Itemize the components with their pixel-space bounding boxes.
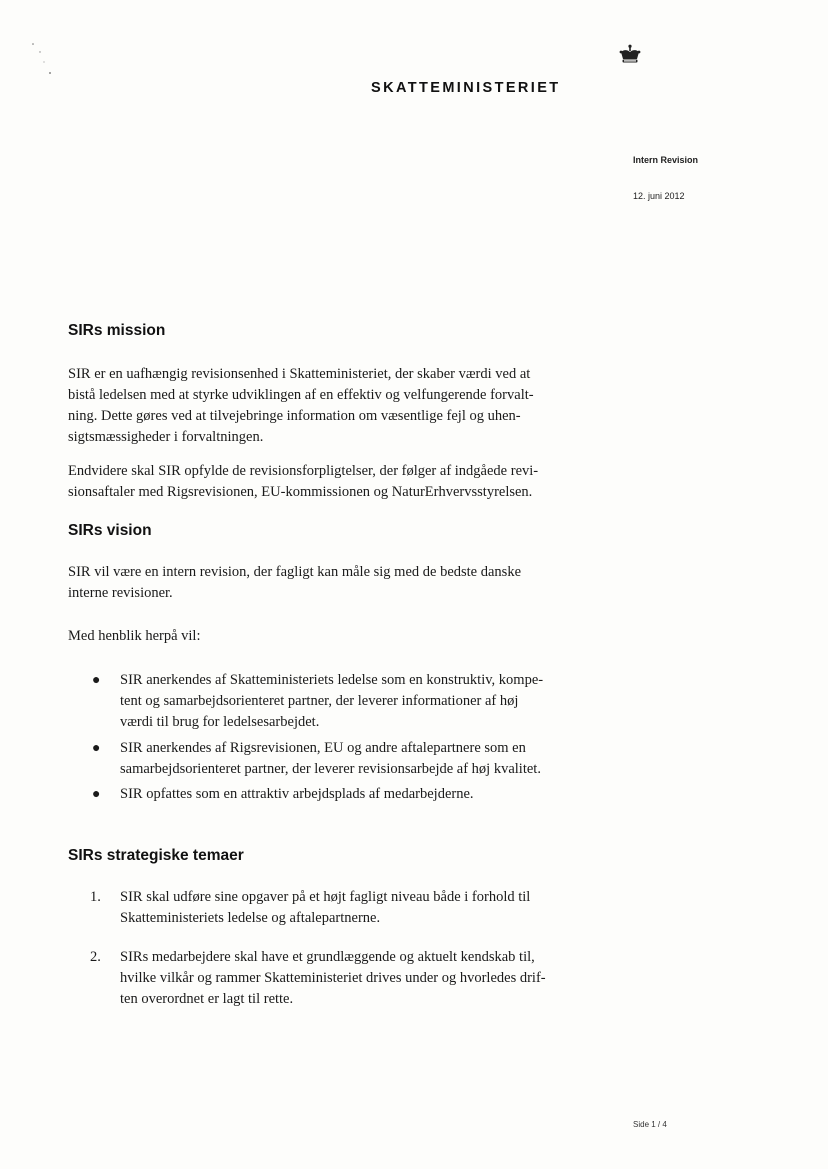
ministry-name: SKATTEMINISTERIET [371,80,561,96]
mission-paragraph-1: SIR er en uafhængig revisionsenhed i Skatteministeriet, der skaber værdi ved at bistå ledelsen med at styrke udviklingen af en effektiv og velfungerende forvalt- ning. Dette gøres ved at tilvejebringe information om væsentlige fejl og uhen- sigtsmæssigheder i forvaltningen. [68,366,534,445]
vision-paragraph-2: Med henblik herpå vil: [68,628,201,644]
bullet-icon: ● [92,673,101,688]
vision-heading: SIRs vision [68,522,152,539]
mission-paragraph-2: Endvidere skal SIR opfylde de revisionsforpligtelser, der følger af indgåede revi- sionsaftaler med Rigsrevisionen, EU-kommissionen og NaturErhvervsstyrelsen. [68,463,539,500]
bullet-icon: ● [92,787,101,802]
vision-paragraph-1: SIR vil være en intern revision, der fagligt kan måle sig med de bedste danske interne revisioner. [68,564,522,601]
document-date: 12. juni 2012 [633,191,685,201]
page-number: Side 1 / 4 [633,1120,667,1129]
scan-specks [30,40,54,80]
mission-heading: SIRs mission [68,322,166,339]
themes-heading: SIRs strategiske temaer [68,847,244,864]
crown-icon [618,44,642,66]
bullet-icon: ● [92,741,101,756]
department-label: Intern Revision [633,155,699,165]
